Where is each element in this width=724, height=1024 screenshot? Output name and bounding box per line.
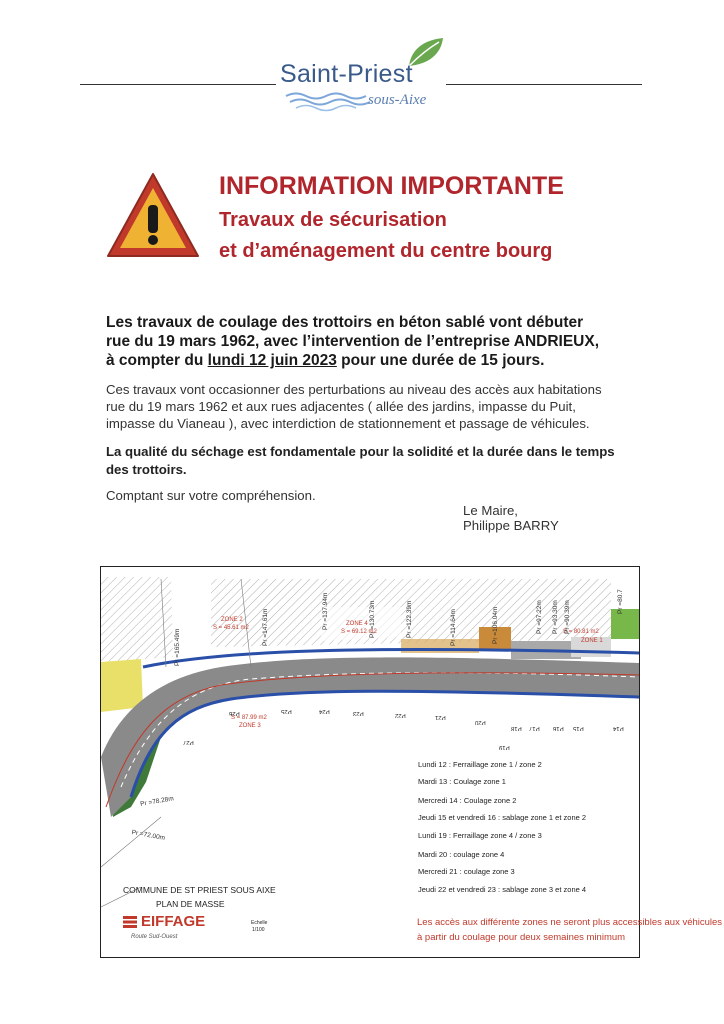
p2-line1: La qualité du séchage est fondamentale pour la solidité et la durée dans le temps bbox=[106, 444, 615, 459]
pr-label: Pr =72.00m bbox=[131, 829, 166, 842]
pr-label: Pr =78.28m bbox=[139, 795, 175, 808]
parking-label: P22 bbox=[395, 712, 406, 718]
site-plan bbox=[100, 566, 723, 958]
logo-subtitle: sous-Aixe bbox=[368, 92, 427, 108]
schedule-item: Lundi 19 : Ferraillage zone 4 / zone 3 bbox=[418, 831, 542, 840]
parking-label: P21 bbox=[435, 714, 446, 720]
scale-label: Echelle bbox=[251, 920, 268, 926]
header-rule-right bbox=[446, 84, 642, 85]
p1-line3: impasse du Vianeau ), avec interdiction de stationnement et passage de véhicules. bbox=[106, 416, 590, 431]
start-date: lundi 12 juin 2023 bbox=[207, 352, 337, 369]
closing: Comptant sur votre compréhension. bbox=[106, 488, 316, 503]
notice-title: INFORMATION IMPORTANTE bbox=[219, 172, 564, 200]
plan-title: PLAN DE MASSE bbox=[156, 899, 225, 909]
zone-4-area: S = 69.12 m2 bbox=[341, 629, 377, 635]
pr-label: Pr =106.04m bbox=[492, 606, 499, 644]
p2-line2: des trottoirs. bbox=[106, 462, 187, 477]
logo-name: Saint-Priest bbox=[280, 60, 413, 88]
lead-line3-pre: à compter du bbox=[106, 352, 208, 369]
parking-label: P23 bbox=[353, 710, 364, 716]
parking-label: P27 bbox=[183, 739, 194, 745]
eiffage-logo-icon bbox=[123, 915, 137, 929]
schedule-item: Mardi 20 : coulage zone 4 bbox=[418, 850, 505, 859]
parking-label: P24 bbox=[319, 708, 330, 714]
company-name: EIFFAGE bbox=[141, 913, 206, 930]
parking-label: P16 bbox=[553, 725, 564, 731]
access-note-line2: à partir du coulage pour deux semaines minimum bbox=[417, 932, 626, 943]
schedule-item: Jeudi 22 et vendredi 23 : sablage zone 3 et zone 4 bbox=[418, 885, 587, 894]
schedule-item: Jeudi 15 et vendredi 16 : sablage zone 1 et zone 2 bbox=[418, 813, 587, 822]
pr-label: Pr =137.94m bbox=[322, 592, 329, 630]
pr-label: Pr =93.30m bbox=[552, 600, 559, 634]
p1-line2: rue du 19 mars 1962 et aux rues adjacentes ( allée des jardins, impasse du Puit, bbox=[106, 399, 576, 414]
header-rule-left bbox=[80, 84, 276, 85]
company-sub: Route Sud-Ouest bbox=[131, 934, 178, 940]
lead-line3-post: pour une durée de 15 jours. bbox=[336, 352, 545, 369]
parking-label: P20 bbox=[475, 719, 486, 725]
parking-label: P25 bbox=[281, 708, 292, 714]
pr-label: Pr =80.7 bbox=[617, 589, 624, 614]
zone-1-area: S = 80.81 m2 bbox=[563, 629, 599, 635]
parking-label: P19 bbox=[499, 744, 510, 750]
zone-3-label: ZONE 3 bbox=[239, 723, 261, 729]
pr-label: Pr =114.64m bbox=[450, 609, 457, 646]
pr-label: Pr =90.39m bbox=[564, 600, 571, 634]
access-note-line1: Les accès aux différente zones ne seront plus accessibles aux véhicules bbox=[417, 917, 723, 928]
zone-2-label: ZONE 2 bbox=[221, 617, 243, 623]
zone-1-label: ZONE 1 bbox=[581, 638, 603, 644]
signature-name: Philippe BARRY bbox=[463, 518, 559, 533]
notice-subtitle-line1: Travaux de sécurisation bbox=[219, 209, 447, 231]
pr-label: Pr =122.39m bbox=[406, 600, 413, 638]
pr-label: Pr =97.22m bbox=[536, 600, 543, 634]
parking-label: P18 bbox=[511, 725, 522, 731]
pr-label: Pr =147.61m bbox=[262, 608, 269, 646]
parking-label: P17 bbox=[529, 725, 540, 731]
zone-2-area: S = 45.61 m2 bbox=[213, 625, 249, 631]
parking-label: P26 bbox=[229, 710, 240, 716]
schedule-item: Mercredi 21 : coulage zone 3 bbox=[418, 867, 515, 876]
notice-subtitle-line2: et d’aménagement du centre bourg bbox=[219, 240, 553, 262]
signature-title: Le Maire, bbox=[463, 503, 518, 518]
lead-line2: rue du 19 mars 1962, avec l’intervention de l’entreprise ANDRIEUX, bbox=[106, 333, 600, 350]
pr-label: Pr =130.73m bbox=[369, 600, 376, 638]
parking-label: P14 bbox=[613, 725, 624, 731]
p1-line1: Ces travaux vont occasionner des perturbations au niveau des accès aux habitations bbox=[106, 382, 602, 397]
scale-value: 1/100 bbox=[252, 927, 265, 933]
pr-label: Pr =165.49m bbox=[174, 628, 181, 666]
parking-label: P15 bbox=[573, 725, 584, 731]
schedule-item: Mercredi 14 : Coulage zone 2 bbox=[418, 796, 517, 805]
schedule-item: Mardi 13 : Coulage zone 1 bbox=[418, 777, 506, 786]
lead-line3 bbox=[106, 351, 544, 371]
plan-commune: COMMUNE DE ST PRIEST SOUS AIXE bbox=[123, 885, 276, 895]
zone-3-area: S = 87.99 m2 bbox=[231, 715, 267, 721]
logo-waves-icon bbox=[284, 90, 374, 112]
warning-icon bbox=[104, 170, 202, 262]
zone-4-label: ZONE 4 bbox=[346, 621, 368, 627]
schedule-item: Lundi 12 : Ferraillage zone 1 / zone 2 bbox=[418, 760, 542, 769]
lead-line1: Les travaux de coulage des trottoirs en béton sablé vont débuter bbox=[106, 314, 584, 331]
